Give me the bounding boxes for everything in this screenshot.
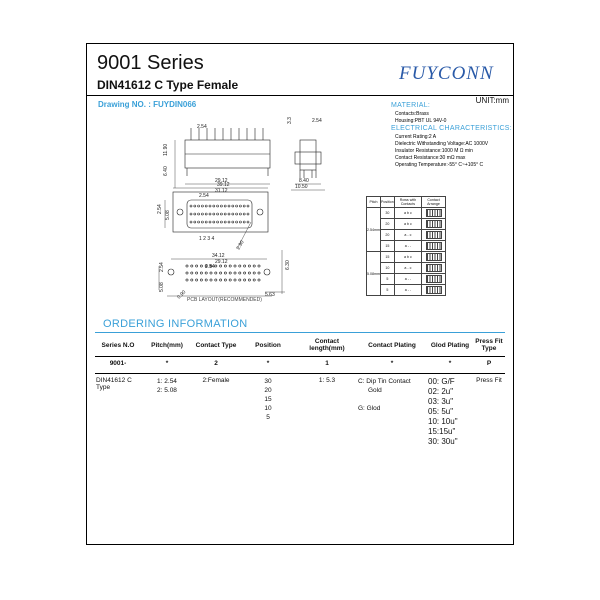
- pcb-hole: [229, 265, 231, 267]
- dim-side-h2: 6.40: [163, 166, 169, 176]
- position-value: 5: [380, 285, 394, 296]
- pcb-hole: [200, 265, 202, 267]
- pcb-layout-label: PCB LAYOUT(RECOMMENDED): [187, 297, 262, 303]
- pcb-hole: [244, 265, 246, 267]
- rows-header: Rows with Contacts: [394, 197, 421, 208]
- pcb-hole: [220, 272, 222, 274]
- position-value: 15: [380, 241, 394, 252]
- position-value: 20: [380, 230, 394, 241]
- contact-hole: [198, 213, 200, 215]
- contact-hole: [205, 221, 207, 223]
- pcb-hole: [234, 279, 236, 281]
- pin-numbers: 1 2 3 4: [199, 236, 215, 242]
- pcb-hole: [215, 265, 217, 267]
- pcb-hole: [239, 265, 241, 267]
- arrange-diagram: [422, 285, 446, 296]
- pcb-hole: [229, 272, 231, 274]
- contact-hole: [213, 221, 215, 223]
- dim-pcb-h: 2.54: [159, 262, 165, 272]
- electrical-line: Insulator Resistance:1000 M Ω min: [395, 148, 473, 154]
- pcb-hole: [220, 265, 222, 267]
- pcb-hole: [239, 272, 241, 274]
- contact-hole: [213, 213, 215, 215]
- electrical-line: Dielectric Withstanding Voltage:AC 1000V: [395, 141, 489, 147]
- pcb-hole: [191, 265, 193, 267]
- option: 15:15u": [428, 427, 456, 436]
- pcb-hole: [258, 272, 260, 274]
- arrange-diagram: [422, 208, 446, 219]
- contact-hole: [190, 221, 192, 223]
- col-gold-plating: Glod Plating: [427, 334, 473, 357]
- dim-side-top: 2.54: [197, 124, 207, 130]
- ordering-divider: [95, 332, 505, 333]
- contact-hole: [209, 205, 211, 207]
- contact-hole: [217, 205, 219, 207]
- dim-end-w1: 2.54: [312, 118, 322, 124]
- pitch-value: 5.08mm: [367, 252, 381, 296]
- contact-hole: [201, 221, 203, 223]
- contact-hole: [217, 213, 219, 215]
- option: 5: [266, 414, 270, 421]
- option: 1: 2.54: [157, 378, 177, 385]
- contact-hole: [228, 221, 230, 223]
- pcb-hole: [196, 279, 198, 281]
- pcb-hole: [186, 272, 188, 274]
- pcb-hole: [239, 279, 241, 281]
- pcb-hole: [234, 265, 236, 267]
- pcb-hole: [244, 279, 246, 281]
- contact-hole: [228, 213, 230, 215]
- spacer: [358, 395, 426, 404]
- contact-hole: [243, 213, 245, 215]
- unit-label: UNIT:mm: [475, 96, 509, 105]
- arrange-diagram: [422, 230, 446, 241]
- option: 02: 2u": [428, 387, 454, 396]
- contact-hole: [228, 205, 230, 207]
- code-press-fit: P: [473, 357, 505, 374]
- contact-hole: [232, 221, 234, 223]
- pcb-hole: [215, 272, 217, 274]
- series-value: DIN41612 C Type: [96, 377, 132, 391]
- col-press-fit: Press Fit Type: [473, 334, 505, 357]
- dim-side-width: 29.12: [215, 178, 228, 184]
- dim-pcb-w2: 29.12: [215, 259, 228, 265]
- material-line: Contacts:Brass: [395, 111, 429, 117]
- option: C: Dip Tin Contact: [358, 378, 411, 385]
- dim-end-b1: 8.40: [299, 178, 309, 184]
- contact-hole: [198, 205, 200, 207]
- arrange-diagram: [422, 274, 446, 285]
- position-value: 20: [380, 219, 394, 230]
- pcb-hole: [215, 279, 217, 281]
- contact-hole: [220, 213, 222, 215]
- col-series: Series N.O: [95, 334, 141, 357]
- rows-value: a - c: [394, 263, 421, 274]
- contact-hole: [239, 213, 241, 215]
- col-contact-plating: Contact Plating: [357, 334, 427, 357]
- electrical-line: Contact Resistance:30 mΩ max: [395, 155, 466, 161]
- pcb-hole: [191, 272, 193, 274]
- pcb-hole: [196, 265, 198, 267]
- code-position: *: [239, 357, 297, 374]
- pcb-hole: [210, 272, 212, 274]
- contact-hole: [190, 213, 192, 215]
- option: 15: [264, 396, 272, 403]
- rows-value: a b c: [394, 208, 421, 219]
- dim-front-w3: 2.54: [199, 193, 209, 199]
- pcb-hole: [220, 279, 222, 281]
- contact-hole: [194, 213, 196, 215]
- press-fit-value: Press Fit: [476, 377, 502, 384]
- dim-front-h2: 5.08: [165, 210, 171, 220]
- contact-hole: [217, 221, 219, 223]
- option: 30: [264, 378, 272, 385]
- pcb-hole: [186, 265, 188, 267]
- pcb-hole: [200, 272, 202, 274]
- option: 00: G/F: [428, 377, 455, 386]
- pcb-hole: [248, 279, 250, 281]
- dim-pcb-w3: 2.54: [205, 264, 215, 270]
- drawing-sheet: [86, 43, 514, 545]
- drawing-number: Drawing NO. : FUYDIN066: [98, 100, 197, 109]
- pitch-position-table: [366, 196, 446, 296]
- contact-hole: [232, 213, 234, 215]
- position-value: 30: [380, 208, 394, 219]
- pcb-hole: [248, 265, 250, 267]
- pcb-hole: [244, 272, 246, 274]
- dim-front-hole: 2.90: [235, 239, 246, 251]
- electrical-line: Current Rating:2 A: [395, 134, 437, 140]
- arrange-diagram: [422, 219, 446, 230]
- pcb-hole: [186, 279, 188, 281]
- contact-hole: [194, 205, 196, 207]
- rows-value: a - -: [394, 274, 421, 285]
- contact-hole: [201, 205, 203, 207]
- pcb-hole: [229, 279, 231, 281]
- contact-hole: [209, 221, 211, 223]
- contact-hole: [205, 213, 207, 215]
- pitch-header: Pitch: [367, 197, 381, 208]
- technical-drawing: [87, 44, 515, 314]
- contact-hole: [236, 221, 238, 223]
- option: Gold: [368, 387, 382, 394]
- ordering-table: [95, 334, 505, 450]
- rows-value: a - -: [394, 241, 421, 252]
- contact-hole: [243, 221, 245, 223]
- pcb-hole: [191, 279, 193, 281]
- contact-hole: [239, 221, 241, 223]
- pitch-options: [141, 374, 193, 451]
- contact-hole: [194, 221, 196, 223]
- dim-pcb-hole: 0.90: [176, 289, 188, 301]
- pcb-hole: [248, 272, 250, 274]
- contact-hole: [224, 213, 226, 215]
- series-subtitle: DIN41612 C Type Female: [97, 78, 239, 92]
- position-value: 5: [380, 274, 394, 285]
- length-value: 1: 5.3: [318, 377, 336, 384]
- pcb-hole: [253, 265, 255, 267]
- front-view: [165, 188, 268, 249]
- rows-value: a - c: [394, 230, 421, 241]
- option: 10: 10u": [428, 417, 458, 426]
- contact-hole: [205, 205, 207, 207]
- arrange-diagram: [422, 263, 446, 274]
- position-value: 15: [380, 252, 394, 263]
- contact-hole: [224, 221, 226, 223]
- pcb-hole: [258, 265, 260, 267]
- dim-front-w2: 31.12: [215, 188, 228, 194]
- electrical-title: ELECTRICAL CHARACTERISTICS:: [391, 125, 513, 132]
- material-title: MATERIAL:: [391, 102, 431, 109]
- option: 05: 5u": [428, 407, 454, 416]
- series-title: 9001 Series: [97, 52, 204, 74]
- pcb-hole: [258, 279, 260, 281]
- contact-hole: [198, 221, 200, 223]
- arrange-header: Contact Arrange: [422, 197, 446, 208]
- contact-hole: [220, 205, 222, 207]
- pcb-hole: [200, 279, 202, 281]
- contact-hole: [232, 205, 234, 207]
- contact-hole: [190, 205, 192, 207]
- contact-type-value: 2:Female: [202, 377, 230, 384]
- contact-hole: [236, 213, 238, 215]
- code-pitch: *: [141, 357, 193, 374]
- ordering-title: ORDERING INFORMATION: [103, 318, 248, 330]
- col-position: Position: [239, 334, 297, 357]
- option: 20: [264, 387, 272, 394]
- code-plating: *: [357, 357, 427, 374]
- electrical-line: Operating Temperature:-55° C~+105° C: [395, 162, 484, 168]
- option: G: Glod: [358, 405, 381, 412]
- option: 30: 30u": [428, 437, 458, 446]
- dim-side-h1: 11.90: [163, 143, 169, 156]
- contact-hole: [239, 205, 241, 207]
- pcb-hole: [205, 279, 207, 281]
- brand-logo: FUYCONN: [399, 63, 494, 84]
- plating-options: [357, 374, 427, 451]
- contact-hole: [247, 213, 249, 215]
- rows-value: a b c: [394, 252, 421, 263]
- contact-hole: [247, 205, 249, 207]
- contact-hole: [243, 205, 245, 207]
- position-header: Position: [380, 197, 394, 208]
- contact-hole: [201, 213, 203, 215]
- gold-options: [427, 374, 473, 451]
- pcb-hole: [224, 272, 226, 274]
- dim-end-b2: 10.50: [295, 184, 308, 190]
- pcb-hole: [253, 279, 255, 281]
- position-value: 10: [380, 263, 394, 274]
- code-contact-type: 2: [193, 357, 239, 374]
- rows-value: a b c: [394, 219, 421, 230]
- option: 2: 5.08: [157, 387, 177, 394]
- dim-pcb-side: 5.08: [159, 282, 165, 292]
- dim-pcb-bottom: 5.63: [265, 292, 275, 298]
- arrange-diagram: [422, 241, 446, 252]
- position-options: [239, 374, 297, 451]
- col-contact-length: Contact length(mm): [297, 334, 357, 357]
- option: 03: 3u": [428, 397, 454, 406]
- arrange-diagram: [422, 252, 446, 263]
- pcb-hole: [196, 272, 198, 274]
- contact-hole: [213, 205, 215, 207]
- col-pitch: Pitch(mm): [141, 334, 193, 357]
- pcb-hole: [224, 265, 226, 267]
- dim-pcb-right: 6.30: [285, 260, 291, 270]
- col-contact-type: Contact Type: [193, 334, 239, 357]
- contact-hole: [224, 205, 226, 207]
- pcb-hole: [205, 272, 207, 274]
- pcb-hole: [234, 272, 236, 274]
- code-series: 9001-: [95, 357, 141, 374]
- dim-front-h1: 2.54: [157, 204, 163, 214]
- option: 10: [264, 405, 272, 412]
- pcb-hole: [210, 279, 212, 281]
- pcb-hole: [224, 279, 226, 281]
- code-length: 1: [297, 357, 357, 374]
- contact-hole: [236, 205, 238, 207]
- dim-end-h: 3.3: [287, 117, 293, 124]
- code-gold: *: [427, 357, 473, 374]
- contact-hole: [247, 221, 249, 223]
- material-line: Housing:PBT UL 94V-0: [395, 118, 447, 124]
- pcb-hole: [253, 272, 255, 274]
- dim-pcb-w1: 34.12: [212, 253, 225, 259]
- contact-hole: [220, 221, 222, 223]
- dim-front-w1: 39.12: [217, 182, 230, 188]
- rows-value: a - -: [394, 285, 421, 296]
- pitch-value: 2.54mm: [367, 208, 381, 252]
- contact-hole: [209, 213, 211, 215]
